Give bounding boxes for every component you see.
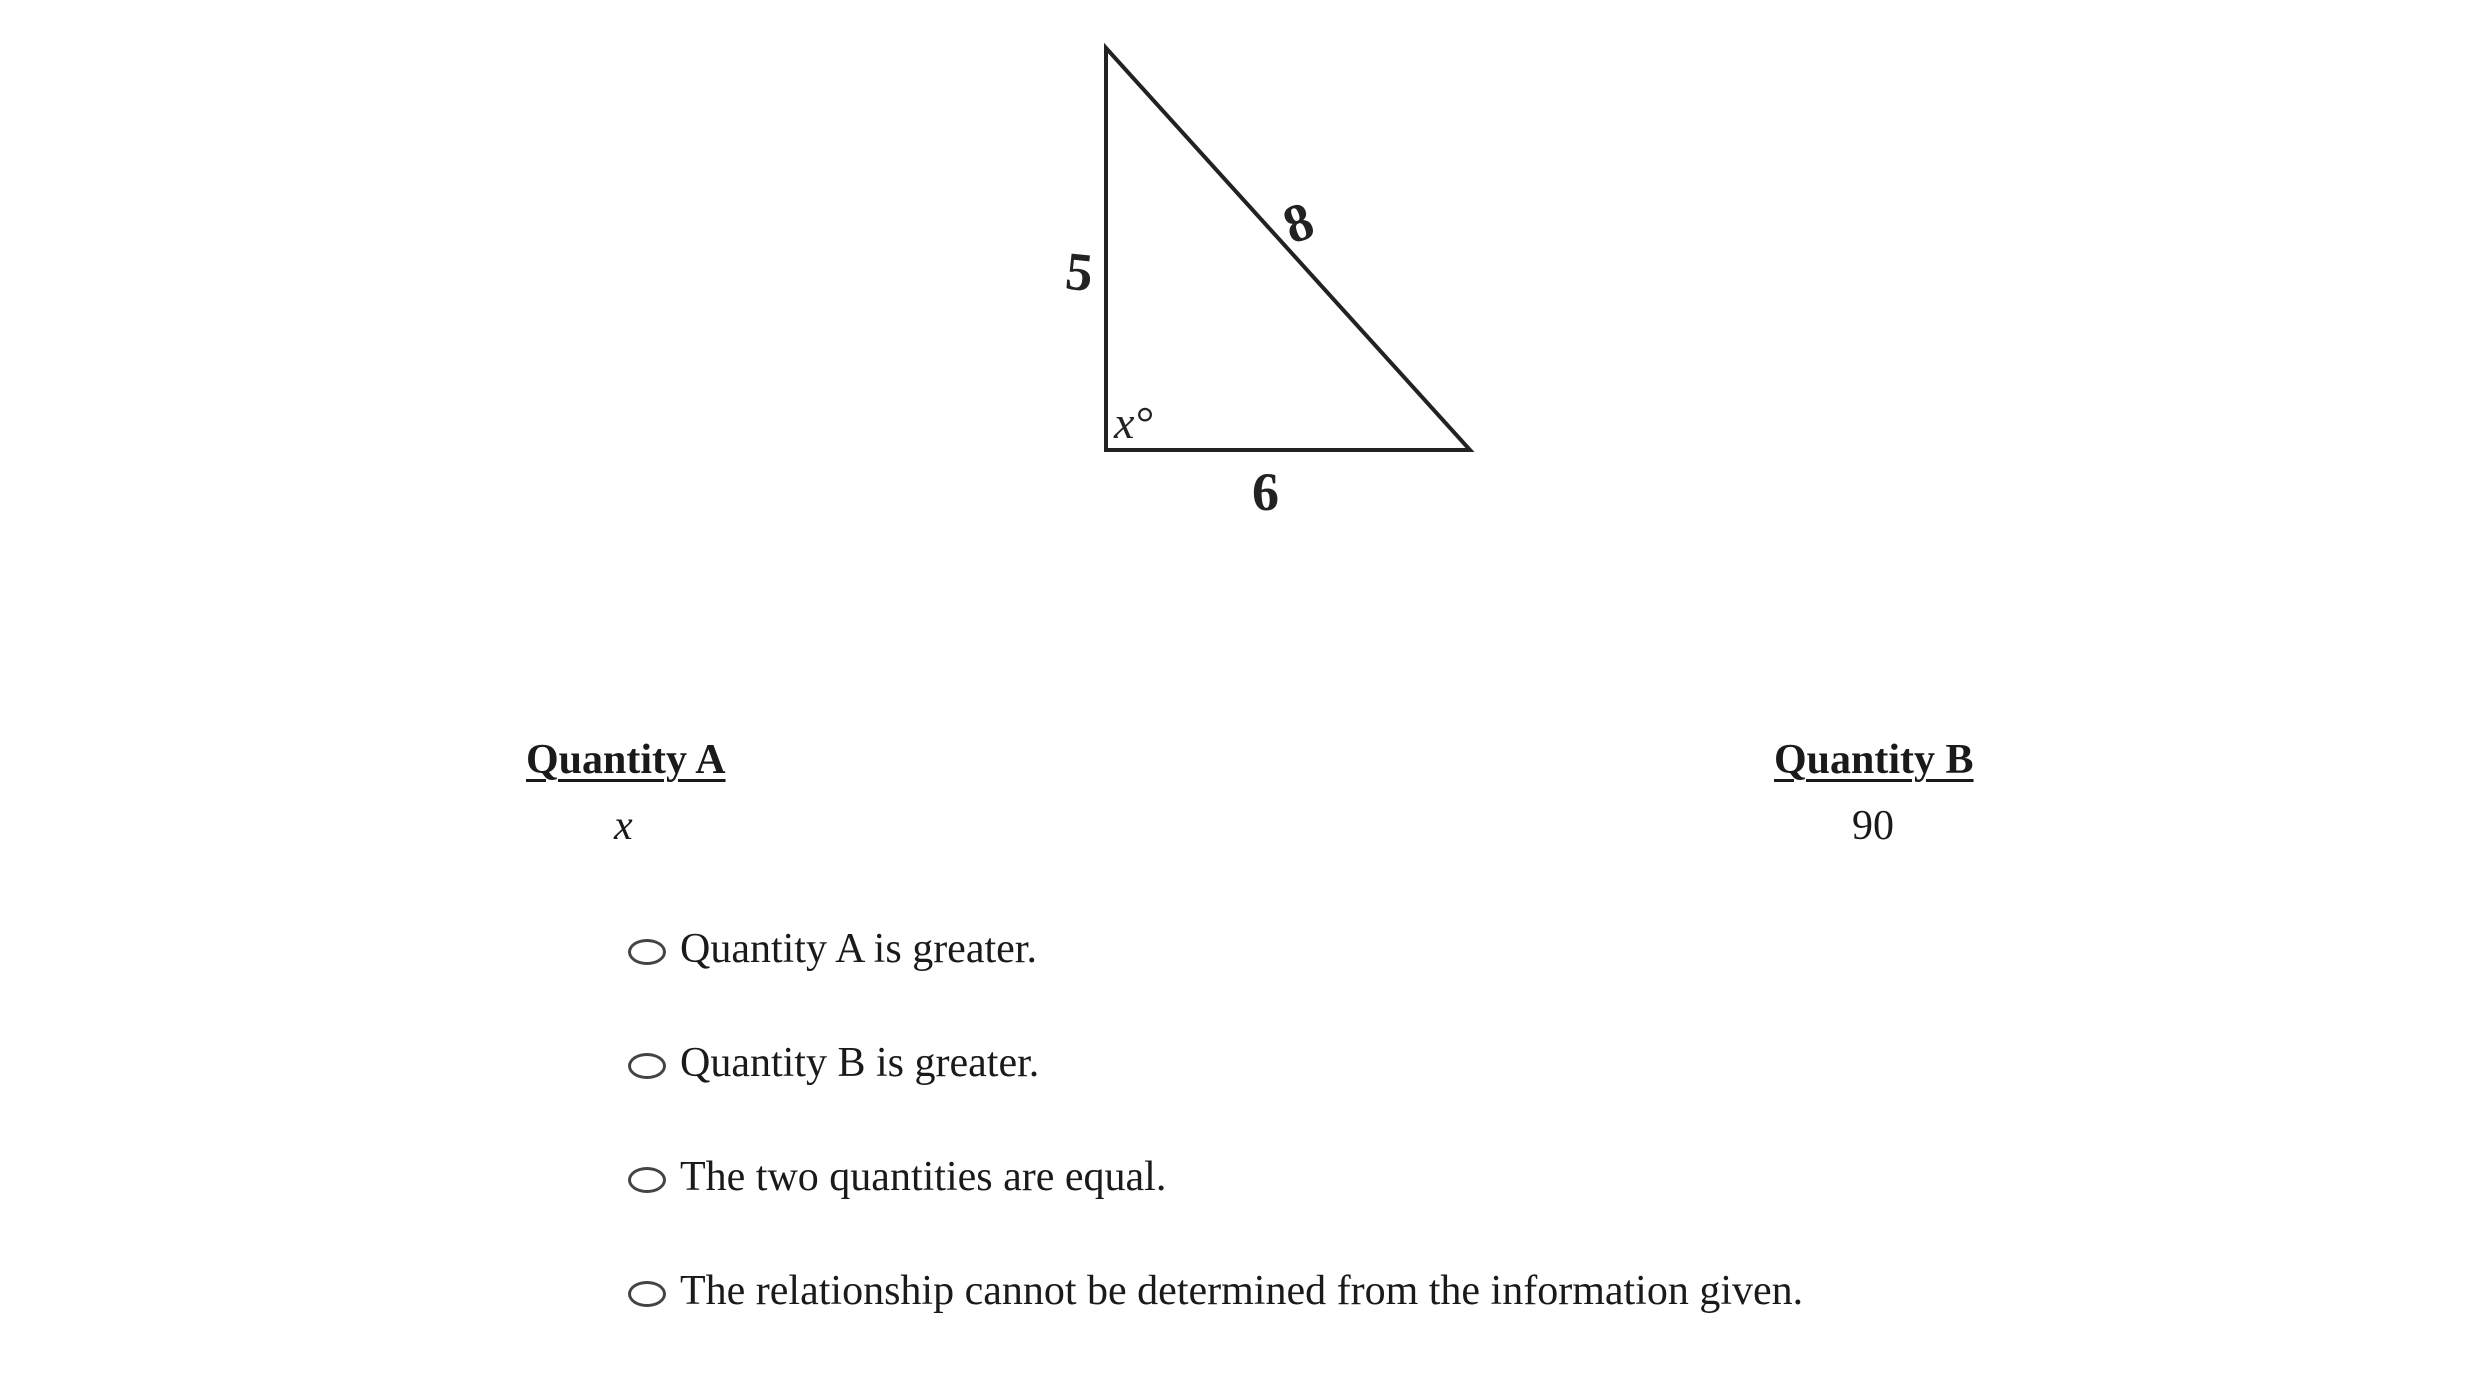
- quantity-b-heading: Quantity B: [1774, 737, 1974, 783]
- quantity-a-heading: Quantity A: [526, 737, 726, 783]
- option-label: The relationship cannot be determined from the information given.: [680, 1268, 1804, 1314]
- triangle-shape: [1106, 48, 1470, 450]
- side-label-bottom: 6: [1252, 462, 1279, 522]
- triangle-diagram: [1000, 0, 1520, 560]
- option-a[interactable]: [628, 922, 2328, 976]
- option-b[interactable]: [628, 1036, 2328, 1090]
- radio-button[interactable]: [628, 1167, 666, 1193]
- option-label: Quantity A is greater.: [680, 926, 1037, 972]
- option-d[interactable]: [628, 1264, 2328, 1318]
- radio-button[interactable]: [628, 1053, 666, 1079]
- angle-label: x°: [1114, 397, 1153, 448]
- quantity-a-value: x: [614, 803, 633, 849]
- radio-button[interactable]: [628, 939, 666, 965]
- triangle-figure: [1000, 0, 1520, 560]
- side-label-left: 5: [1062, 240, 1096, 304]
- option-label: The two quantities are equal.: [680, 1154, 1167, 1200]
- option-label: Quantity B is greater.: [680, 1040, 1040, 1086]
- quantity-b-value: 90: [1852, 803, 1894, 849]
- answer-options: [628, 922, 2328, 1378]
- radio-button[interactable]: [628, 1281, 666, 1307]
- side-label-hypotenuse: 8: [1275, 189, 1322, 256]
- option-c[interactable]: [628, 1150, 2328, 1204]
